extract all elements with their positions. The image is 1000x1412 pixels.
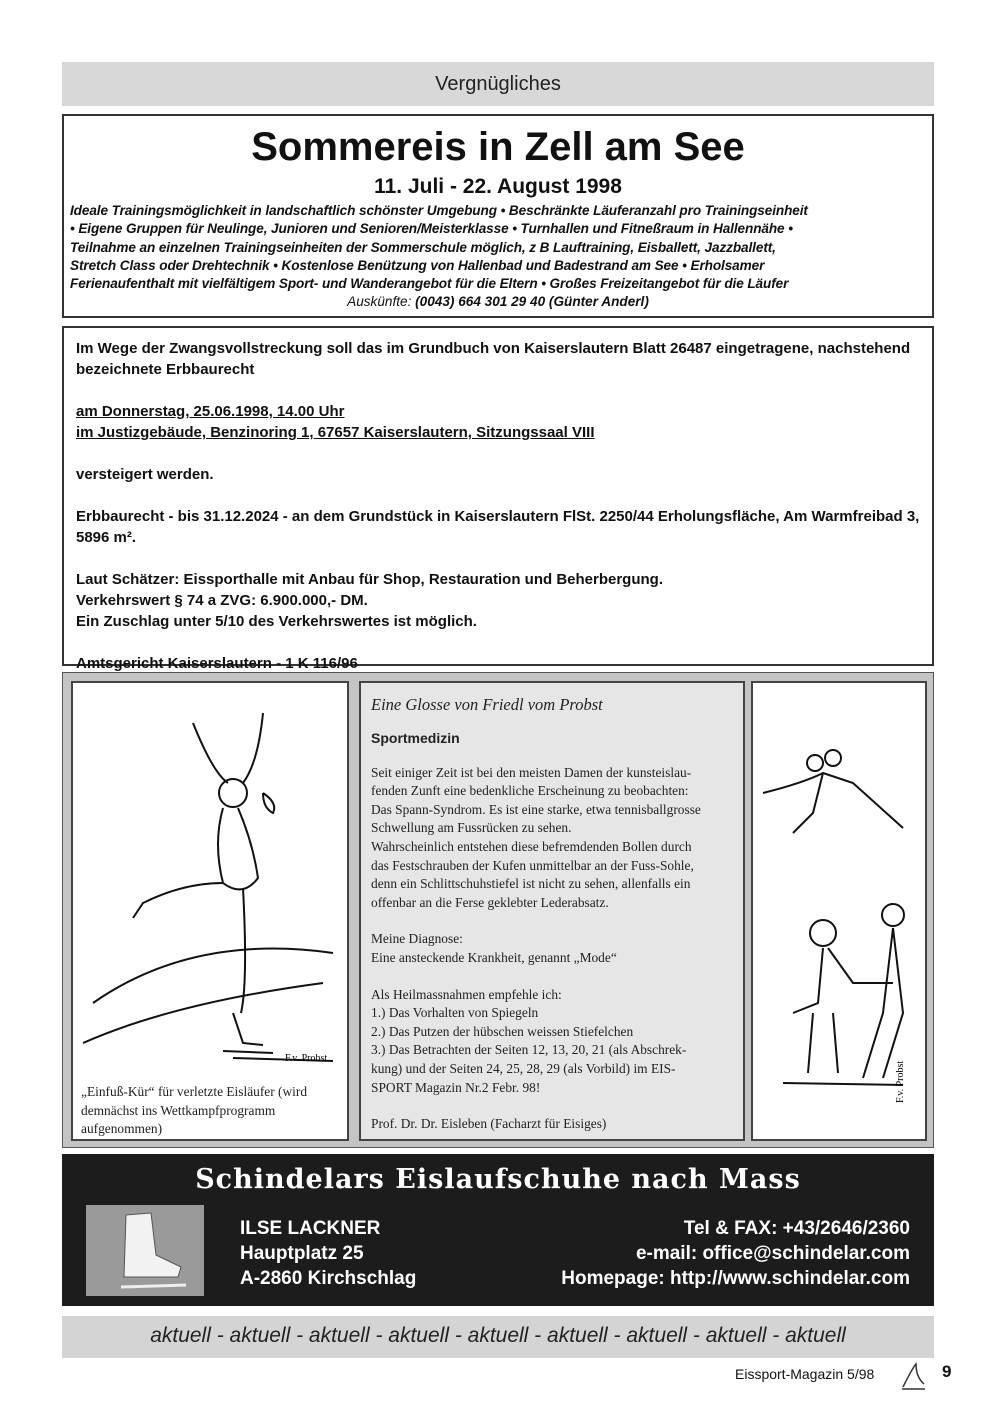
ad-email[interactable]: e-mail: office@schindelar.com: [635, 1243, 910, 1264]
ad-title: Schindelars Eislaufschuhe nach Mass: [195, 1164, 801, 1195]
feature-line: Ferienaufenthalt mit vielfältigem Sport- und Wanderangebot für die Eltern • Großes Freizeitangebot für die Läufer: [70, 276, 789, 292]
magazine-name: Eissport-Magazin 5/98: [735, 1366, 875, 1382]
appraisal: Laut Schätzer: Eissporthalle mit Anbau für Shop, Restauration und Beherbergung.: [76, 571, 663, 588]
auction-intro: Im Wege der Zwangsvollstreckung soll das im Grundbuch von Kaiserslautern Blatt 26487 eingetragene, nachstehend bezeichnete Erbbaurecht: [76, 340, 911, 378]
ad-contact: [64, 293, 932, 311]
ad-address: [240, 1216, 416, 1291]
line: SPORT Magazin Nr.2 Febr. 98!: [371, 1079, 541, 1095]
market-value: Verkehrswert § 74 a ZVG: 6.900.000,- DM.: [76, 592, 368, 609]
auction-place: im Justizgebäude, Benzinoring 1, 67657 Kaiserslautern, Sitzungssaal VIII: [76, 424, 595, 441]
line: das Festschrauben der Kufen unmittelbar an der Fuss-Sohle,: [371, 857, 694, 873]
auction-right: Erbbaurecht - bis 31.12.2024 - an dem Grundstück in Kaiserslautern FlSt. 2250/44 Erholungsfläche, Am Warmfreibad 3, 5896 m².: [76, 508, 920, 546]
line: 2.) Das Putzen der hübschen weissen Stiefelchen: [371, 1023, 634, 1039]
line: 3.) Das Betrachten der Seiten 12, 13, 20, 21 (als Abschrek-: [371, 1042, 687, 1058]
ad-homepage[interactable]: Homepage: http://www.schindelar.com: [561, 1268, 910, 1289]
ad-title: Sommereis in Zell am See: [251, 125, 745, 169]
cartoon-section: [62, 672, 934, 1148]
bid-note: Ein Zuschlag unter 5/10 des Verkehrswertes ist möglich.: [76, 613, 477, 630]
signature: F.v. Probst: [895, 1060, 906, 1103]
feature-line: Stretch Class oder Drehtechnik • Kostenlose Benützung von Hallenbad und Badestrand am See • Erholsamer: [70, 257, 765, 273]
ad-name: ILSE LACKNER: [240, 1218, 381, 1239]
line: offenbar an die Ferse geklebter Lederabsatz.: [371, 894, 609, 910]
feature-line: Ideale Trainingsmöglichkeit in landschaftlich schönster Umgebung • Beschränkte Läuferanzahl pro Trainingseinheit: [70, 203, 808, 218]
line: denn ein Schlittschuhstiefel ist nicht zu sehen, allenfalls ein: [371, 876, 691, 892]
cartoon-left: [71, 681, 349, 1141]
glosse-signature: Prof. Dr. Dr. Eisleben (Facharzt für Eisiges): [371, 1116, 607, 1132]
court: Amtsgericht Kaiserslautern - 1 K 116/96: [76, 655, 358, 672]
schindelar-ad: [62, 1154, 934, 1306]
line: Schwellung am Fussrücken zu sehen.: [371, 820, 572, 836]
contact-phone: (0043) 664 301 29 40 (Günter Anderl): [411, 294, 649, 310]
line: Das Spann-Syndrom. Es ist eine starke, etwa tennisballgrosse: [371, 801, 701, 817]
auction-verb: versteigert werden.: [76, 466, 214, 483]
glosse-remedies: [371, 986, 733, 1098]
auction-notice: [62, 326, 934, 672]
line: Meine Diagnose:: [371, 931, 463, 947]
cartoon-caption: „Einfuß-Kür“ für verletzte Eisläufer (wird demnächst ins Wettkampfprogramm aufgenommen): [81, 1084, 308, 1137]
magazine-logo-icon: [898, 1362, 928, 1392]
line: Seit einiger Zeit ist bei den meisten Damen der kunsteislau-: [371, 764, 692, 780]
skate-boot-icon: [86, 1205, 204, 1296]
line: Als Heilmassnahmen empfehle ich:: [371, 986, 562, 1002]
ad-phone: Tel & FAX: +43/2646/2360: [683, 1218, 910, 1239]
glosse-title: Sportmedizin: [371, 730, 460, 746]
line: Eine ansteckende Krankheit, genannt „Mode“: [371, 949, 617, 965]
line: fenden Zunft eine bedenkliche Erscheinung zu beobachten:: [371, 783, 689, 799]
glosse-paragraph: [371, 764, 733, 913]
line: 1.) Das Vorhalten von Spiegeln: [371, 1005, 539, 1021]
line: Wahrscheinlich entstehen diese befremdenden Bollen durch: [371, 838, 692, 854]
ad-street: Hauptplatz 25: [240, 1243, 364, 1264]
page-number: 9: [942, 1362, 952, 1381]
cartoon-right: [751, 681, 927, 1141]
skater-illustration: [73, 683, 347, 1078]
pair-skaters-illustration: [753, 683, 925, 1139]
news-ticker: aktuell - aktuell - aktuell - aktuell - aktuell - aktuell - aktuell - aktuell - aktuell: [62, 1316, 934, 1358]
ad-city: A-2860 Kirchschlag: [240, 1268, 417, 1289]
auction-date: am Donnerstag, 25.06.1998, 14.00 Uhr: [76, 403, 345, 420]
sommereis-ad: [62, 114, 934, 318]
contact-label: Auskünfte:: [347, 294, 412, 310]
signature: F.v. Probst: [285, 1053, 328, 1064]
line: kung) und der Seiten 24, 25, 28, 29 (als Vorbild) im EIS-: [371, 1060, 676, 1076]
section-header: Vergnügliches: [62, 62, 934, 106]
ad-dates: 11. Juli - 22. August 1998: [374, 175, 622, 198]
ad-features: [64, 202, 932, 293]
ad-contacts: [561, 1216, 910, 1291]
glosse-diagnosis: [371, 930, 733, 967]
feature-line: Teilnahme an einzelnen Trainingseinheiten der Sommerschule möglich, z B Lauftraining, Eisballett, Jazzballett,: [70, 239, 776, 255]
glosse-byline: Eine Glosse von Friedl vom Probst: [371, 695, 603, 714]
feature-line: • Eigene Gruppen für Neulinge, Junioren und Senioren/Meisterklasse • Turnhallen und Fitneßraum in Hallennähe •: [70, 221, 793, 237]
glosse-panel: [359, 681, 745, 1141]
skate-boot-image: [86, 1205, 204, 1296]
